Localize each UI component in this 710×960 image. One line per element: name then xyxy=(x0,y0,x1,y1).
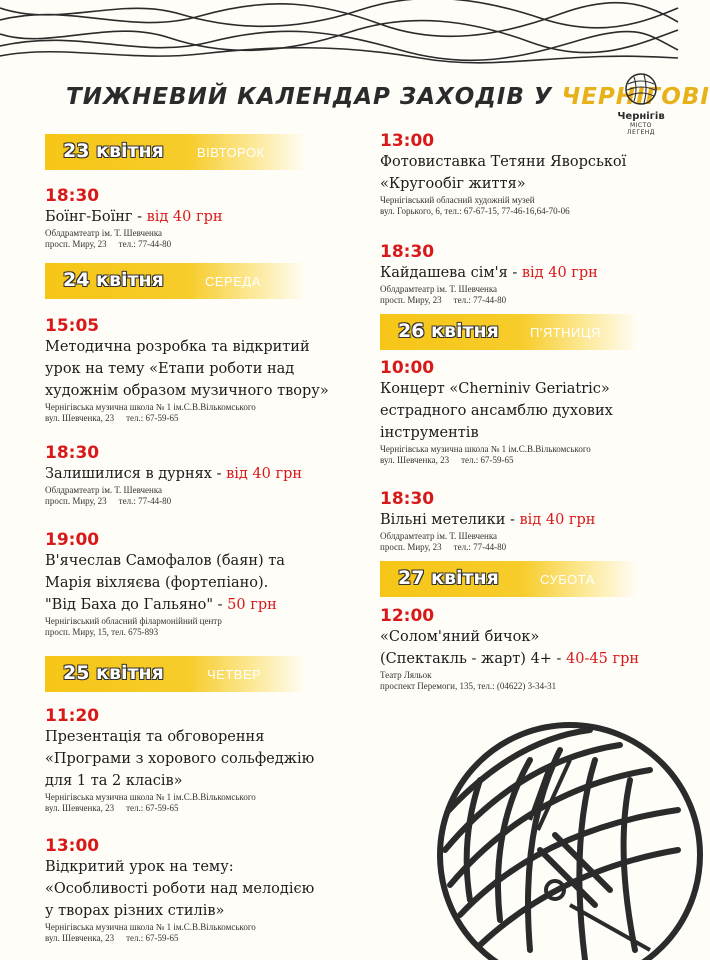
day-weekday: П'ЯТНИЦЯ xyxy=(530,325,601,340)
yarn-ball-illustration xyxy=(420,700,678,960)
event-phone: тел.: 77-44-80 xyxy=(453,542,507,552)
event-title: «Кругообіг життя» xyxy=(380,176,526,192)
event-venue: Чернігівська музична школа № 1 ім.С.В.Вількомського xyxy=(45,922,256,932)
event-address: просп. Миру, 23 тел.: 77-44-80 xyxy=(380,542,507,552)
event-title: у творах різних стилів» xyxy=(45,903,225,919)
event-card xyxy=(380,242,598,306)
event-card xyxy=(380,358,613,466)
page-title xyxy=(66,84,710,110)
day-weekday: ЧЕТВЕР xyxy=(207,667,262,682)
event-card xyxy=(45,443,302,507)
day-date: 24 квітня xyxy=(63,269,164,291)
event-title: художнім образом музичного твору» xyxy=(45,383,329,399)
event-address: вул. Шевченка, 23 тел.: 67-59-65 xyxy=(45,803,179,813)
event-phone: тел.: 67-59-65 xyxy=(126,413,179,423)
decorative-thread-lines xyxy=(0,0,678,62)
event-time: 18:30 xyxy=(45,443,100,463)
logo-subtitle: МІСТО ЛЕГЕНД xyxy=(627,122,655,136)
event-venue: Чернігівська музична школа № 1 ім.С.В.Вількомського xyxy=(380,444,591,454)
event-title: Марія віхляєва (фортепіано). xyxy=(45,575,269,591)
event-venue: Облдрамтеатр ім. Т. Шевченка xyxy=(380,531,498,541)
event-phone: тел.: 77-44-80 xyxy=(118,496,172,506)
event-card xyxy=(380,489,595,553)
event-title: «Особливості роботи над мелодією xyxy=(45,881,315,897)
event-title: Вільні метелики - від 40 грн xyxy=(380,512,596,528)
event-address: просп. Миру, 15, тел. 675-893 xyxy=(45,627,159,637)
event-time: 13:00 xyxy=(45,836,100,856)
day-date: 25 квітня xyxy=(63,662,164,684)
event-venue: Чернігівська музична школа № 1 ім.С.В.Вількомського xyxy=(45,402,256,412)
event-address: вул. Шевченка, 23 тел.: 67-59-65 xyxy=(45,413,179,423)
day-weekday: ВІВТОРОК xyxy=(197,145,265,160)
event-title: В'ячеслав Самофалов (баян) та xyxy=(45,553,285,569)
event-title: для 1 та 2 класів» xyxy=(45,773,183,789)
event-time: 18:30 xyxy=(380,242,435,262)
event-address: просп. Миру, 23 тел.: 77-44-80 xyxy=(45,496,172,506)
day-banner-24 xyxy=(45,263,307,299)
event-venue: Чернігівська музична школа № 1 ім.С.В.Вількомського xyxy=(45,792,256,802)
event-title: Відкритий урок на тему: xyxy=(45,859,234,875)
event-venue: Театр Ляльок xyxy=(380,670,432,680)
event-venue: Чернігівський обласний художній музей xyxy=(380,195,535,205)
title-city: ЧЕРНІГОВІ xyxy=(561,84,710,110)
event-title: Фотовиставка Тетяни Яворської xyxy=(380,154,627,170)
day-banner-25 xyxy=(45,656,307,692)
event-price: 40-45 грн xyxy=(561,651,640,667)
event-address: просп. Миру, 23 тел.: 77-44-80 xyxy=(380,295,507,305)
day-banner-23 xyxy=(45,134,307,170)
event-time: 13:00 xyxy=(380,131,435,151)
day-date: 26 квітня xyxy=(398,320,499,342)
event-address: просп. Миру, 23 тел.: 77-44-80 xyxy=(45,239,172,249)
event-title: Боїнг-Боїнг - від 40 грн xyxy=(45,209,223,225)
event-title: «Програми з хорового сольфеджію xyxy=(45,751,315,767)
event-card xyxy=(45,186,223,250)
event-time: 15:05 xyxy=(45,316,100,336)
event-time: 18:30 xyxy=(45,186,100,206)
event-phone: тел.: 67-59-65 xyxy=(461,455,514,465)
day-banner-26 xyxy=(380,314,638,350)
event-phone: тел.: 77-44-80 xyxy=(118,239,172,249)
event-card xyxy=(380,131,626,217)
event-address: вул. Шевченка, 23 тел.: 67-59-65 xyxy=(45,933,179,943)
event-title: Залишилися в дурнях - від 40 грн xyxy=(45,466,303,482)
event-price: 50 грн xyxy=(222,597,277,613)
logo-name: Чернігів xyxy=(617,111,665,122)
event-time: 18:30 xyxy=(380,489,435,509)
event-card xyxy=(45,316,329,424)
event-venue: Чернігівський обласний філармонійний центр xyxy=(45,616,222,626)
event-phone: тел.: 77-44-80 xyxy=(453,295,507,305)
event-phone: тел.: 67-59-65 xyxy=(126,803,179,813)
event-title: "Від Баха до Гальяно" - 50 грн xyxy=(45,597,277,613)
event-price: від 40 грн xyxy=(141,209,223,225)
event-price: від 40 грн xyxy=(514,512,596,528)
event-venue: Облдрамтеатр ім. Т. Шевченка xyxy=(45,485,163,495)
event-title: (Спектакль - жарт) 4+ - 40-45 грн xyxy=(380,651,640,667)
event-card xyxy=(380,606,639,692)
event-title: урок на тему «Етапи роботи над xyxy=(45,361,295,377)
day-banner-27 xyxy=(380,561,638,597)
event-time: 10:00 xyxy=(380,358,435,378)
event-title: Кайдашева сім'я - від 40 грн xyxy=(380,265,598,281)
event-time: 12:00 xyxy=(380,606,435,626)
event-phone: тел.: 67-59-65 xyxy=(126,933,179,943)
event-time: 19:00 xyxy=(45,530,100,550)
event-title: Методична розробка та відкритий xyxy=(45,339,310,355)
event-title: інструментів xyxy=(380,425,479,441)
event-card xyxy=(45,836,314,944)
event-title: Концерт «Cherniniv Geriatric» xyxy=(380,381,610,397)
event-card xyxy=(45,706,314,814)
event-price: від 40 грн xyxy=(517,265,598,281)
event-venue: Облдрамтеатр ім. Т. Шевченка xyxy=(380,284,498,294)
event-title: естрадного ансамблю духових xyxy=(380,403,613,419)
event-title: Презентація та обговорення xyxy=(45,729,265,745)
day-weekday: СУБОТА xyxy=(540,572,595,587)
title-main: ТИЖНЕВИЙ КАЛЕНДАР ЗАХОДІВ У xyxy=(66,84,553,110)
yarn-logo-icon xyxy=(624,72,658,106)
day-date: 27 квітня xyxy=(398,567,499,589)
event-time: 11:20 xyxy=(45,706,100,726)
event-card xyxy=(45,530,285,638)
event-address: проспект Перемоги, 135, тел.: (04622) 3-34-31 xyxy=(380,681,557,691)
event-address: вул. Горького, 6, тел.: 67-67-15, 77-46-16,64-70-06 xyxy=(380,206,570,216)
event-title: «Солом'яний бичок» xyxy=(380,629,540,645)
event-venue: Облдрамтеатр ім. Т. Шевченка xyxy=(45,228,163,238)
day-weekday: СЕРЕДА xyxy=(205,274,261,289)
event-price: від 40 грн xyxy=(221,466,303,482)
event-address: вул. Шевченка, 23 тел.: 67-59-65 xyxy=(380,455,514,465)
city-logo xyxy=(616,72,666,136)
day-date: 23 квітня xyxy=(63,140,164,162)
